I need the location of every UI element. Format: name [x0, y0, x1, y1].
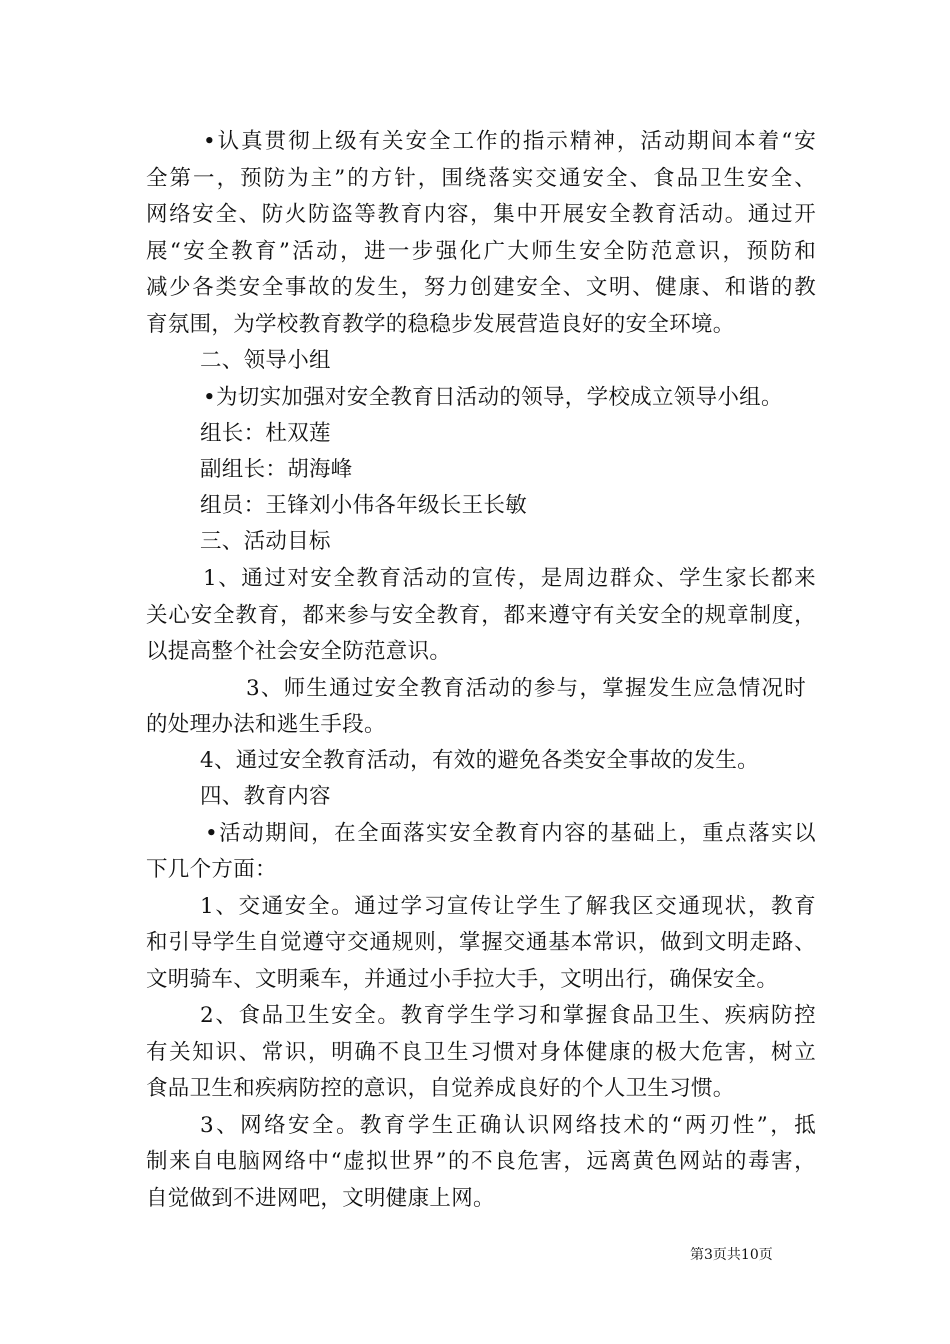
- paragraph-line: 以提高整个社会安全防范意识。: [146, 639, 452, 664]
- members-line: 组员：王锋刘小伟各年级长王长敏: [200, 493, 528, 518]
- paragraph-line: 制来自电脑网络中“虚拟世界”的不良危害，远离黄色网站的毒害，: [146, 1149, 816, 1174]
- paragraph-line: 有关知识、常识，明确不良卫生习惯对身体健康的极大危害，树立: [146, 1040, 816, 1065]
- paragraph-line: •为切实加强对安全教育日活动的领导，学校成立领导小组。: [203, 385, 783, 410]
- paragraph-line: 网络安全、防火防盗等教育内容，集中开展安全教育活动。通过开: [146, 202, 816, 227]
- paragraph-line: 1、通过对安全教育活动的宣传，是周边群众、学生家长都来: [203, 566, 816, 591]
- paragraph-line: 育氛围，为学校教育教学的稳稳步发展营造良好的安全环境。: [146, 312, 735, 337]
- section-heading: 三、活动目标: [200, 529, 331, 554]
- paragraph-line: 下几个方面：: [146, 857, 277, 882]
- paragraph-line: 和引导学生自觉遵守交通规则，掌握交通基本常识，做到文明走路、: [146, 930, 816, 955]
- paragraph-line: 的处理办法和逃生手段。: [146, 712, 386, 737]
- paragraph-line: 全第一，预防为主”的方针，围绕落实交通安全、食品卫生安全、: [146, 166, 816, 191]
- deputy-leader-line: 副组长：胡海峰: [200, 457, 353, 482]
- section-heading: 四、教育内容: [200, 784, 331, 809]
- leader-line: 组长：杜双莲: [200, 421, 331, 446]
- paragraph-line: 展“安全教育”活动，进一步强化广大师生安全防范意识，预防和: [146, 239, 816, 264]
- paragraph-line: 4、通过安全教育活动，有效的避免各类安全事故的发生。: [200, 748, 759, 773]
- paragraph-line: 自觉做到不进网吧，文明健康上网。: [146, 1186, 495, 1211]
- paragraph-line: 3、网络安全。教育学生正确认识网络技术的“两刃性”，抵: [200, 1113, 816, 1138]
- paragraph-line: 食品卫生和疾病防控的意识，自觉养成良好的个人卫生习惯。: [146, 1076, 735, 1101]
- paragraph-line: 3、师生通过安全教育活动的参与，掌握发生应急情况时: [246, 676, 806, 701]
- paragraph-line: 减少各类安全事故的发生，努力创建安全、文明、健康、和谐的教: [146, 275, 816, 300]
- paragraph-line: •活动期间，在全面落实安全教育内容的基础上，重点落实以: [205, 821, 816, 846]
- section-heading: 二、领导小组: [200, 348, 331, 373]
- page-number-footer: 第3页共10页: [690, 1247, 773, 1263]
- paragraph-line: 1、交通安全。通过学习宣传让学生了解我区交通现状，教育: [200, 894, 816, 919]
- paragraph-line: •认真贯彻上级有关安全工作的指示精神，活动期间本着“安: [203, 129, 816, 154]
- paragraph-line: 2、食品卫生安全。教育学生学习和掌握食品卫生、疾病防控: [200, 1003, 816, 1028]
- paragraph-line: 文明骑车、文明乘车，并通过小手拉大手，文明出行，确保安全。: [146, 967, 779, 992]
- paragraph-line: 关心安全教育，都来参与安全教育，都来遵守有关安全的规章制度，: [146, 603, 816, 628]
